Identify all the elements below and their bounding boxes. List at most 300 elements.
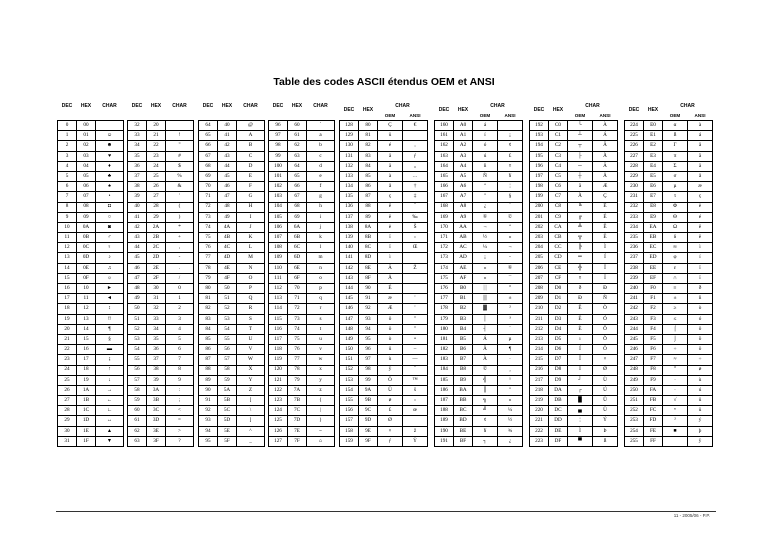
hex-cell: 6C bbox=[288, 243, 307, 253]
table-row bbox=[199, 273, 265, 283]
table-row bbox=[199, 202, 265, 212]
oem-char-cell: â bbox=[378, 151, 403, 161]
oem-char-cell: Ä bbox=[378, 263, 403, 273]
table-row bbox=[269, 314, 335, 324]
dec-cell: 95 bbox=[199, 436, 218, 446]
header-row bbox=[58, 101, 124, 112]
page-title: Table des codes ASCII étendus OEM et ANSI bbox=[273, 76, 495, 88]
hex-cell: 6E bbox=[288, 263, 307, 273]
oem-char-cell: Å bbox=[378, 273, 403, 283]
char-cell: ◙ bbox=[96, 222, 124, 232]
dec-cell: 32 bbox=[128, 121, 147, 131]
oem-char-cell: Ö bbox=[378, 375, 403, 385]
ansi-char-cell: î bbox=[688, 263, 713, 273]
dec-cell: 254 bbox=[625, 426, 644, 436]
dec-cell: 57 bbox=[128, 375, 147, 385]
hex-cell: 59 bbox=[218, 375, 237, 385]
dec-cell: 90 bbox=[199, 385, 218, 395]
oem-char-cell: ü bbox=[378, 131, 403, 141]
dec-cell: 103 bbox=[269, 192, 288, 202]
dec-cell: 177 bbox=[435, 294, 454, 304]
char-header: CHAR bbox=[585, 103, 600, 109]
table-row bbox=[530, 355, 618, 365]
ansi-char-cell: Þ bbox=[593, 426, 618, 436]
char-cell: ↓ bbox=[96, 375, 124, 385]
table-row bbox=[58, 202, 124, 212]
table-row bbox=[128, 416, 194, 426]
hex-cell: 1E bbox=[77, 426, 96, 436]
oem-char-cell: ì bbox=[378, 253, 403, 263]
char-cell: ↑ bbox=[96, 365, 124, 375]
oem-char-cell: ° bbox=[663, 365, 688, 375]
table-row bbox=[199, 304, 265, 314]
hex-cell: 7E bbox=[288, 426, 307, 436]
dec-cell: 63 bbox=[128, 436, 147, 446]
char-cell: ↔ bbox=[96, 416, 124, 426]
table-row bbox=[128, 121, 194, 131]
table-row bbox=[58, 131, 124, 141]
table-row bbox=[435, 233, 523, 243]
ansi-char-cell: Œ bbox=[403, 243, 428, 253]
ansi-char-cell: ' bbox=[403, 304, 428, 314]
hex-cell: A6 bbox=[454, 182, 473, 192]
char-cell: h bbox=[307, 202, 335, 212]
dec-cell: 172 bbox=[435, 243, 454, 253]
hex-header: HEX bbox=[80, 103, 92, 109]
table-row bbox=[435, 314, 523, 324]
ansi-char-cell: ¦ bbox=[498, 182, 523, 192]
char-cell: 3 bbox=[166, 314, 194, 324]
hex-header: HEX bbox=[362, 107, 374, 113]
ansi-char-cell: ´ bbox=[498, 324, 523, 334]
table-row bbox=[435, 202, 523, 212]
hex-cell: 0F bbox=[77, 273, 96, 283]
table-row bbox=[269, 121, 335, 131]
table-row bbox=[199, 294, 265, 304]
char-cell: . bbox=[166, 263, 194, 273]
hex-cell: 0C bbox=[77, 243, 96, 253]
ansi-char-cell: œ bbox=[403, 406, 428, 416]
hex-cell: 93 bbox=[359, 314, 378, 324]
table-row bbox=[340, 324, 428, 334]
table-row bbox=[625, 161, 713, 171]
hex-cell: 46 bbox=[218, 182, 237, 192]
hex-cell: 4D bbox=[218, 253, 237, 263]
oem-char-cell: Í bbox=[568, 345, 593, 355]
char-cell: L bbox=[237, 243, 265, 253]
hex-cell: 41 bbox=[218, 131, 237, 141]
oem-char-cell: ⁿ bbox=[663, 406, 688, 416]
table-row bbox=[58, 273, 124, 283]
ansi-char-cell: ó bbox=[688, 314, 713, 324]
dec-cell: 190 bbox=[435, 426, 454, 436]
ansi-char-cell: ñ bbox=[688, 294, 713, 304]
dec-cell: 111 bbox=[269, 273, 288, 283]
dec-cell: 152 bbox=[340, 365, 359, 375]
table-row bbox=[128, 385, 194, 395]
ansi-char-cell: ¡ bbox=[498, 131, 523, 141]
table-row bbox=[340, 304, 428, 314]
table-row bbox=[199, 345, 265, 355]
ansi-char-cell: † bbox=[403, 182, 428, 192]
ansi-char-cell: ‹ bbox=[403, 233, 428, 243]
table-row bbox=[58, 385, 124, 395]
hex-cell: 5E bbox=[218, 426, 237, 436]
hex-cell: FE bbox=[644, 426, 663, 436]
dec-cell: 68 bbox=[199, 161, 218, 171]
oem-char-cell: ≡ bbox=[663, 284, 688, 294]
char-cell: # bbox=[166, 151, 194, 161]
dec-cell: 170 bbox=[435, 222, 454, 232]
dec-cell: 166 bbox=[435, 182, 454, 192]
dec-cell: 99 bbox=[269, 151, 288, 161]
dec-cell: 162 bbox=[435, 141, 454, 151]
oem-char-cell: ▄ bbox=[568, 406, 593, 416]
dec-cell: 236 bbox=[625, 243, 644, 253]
dec-cell: 205 bbox=[530, 253, 549, 263]
dec-cell: 31 bbox=[58, 436, 77, 446]
char-cell: V bbox=[237, 345, 265, 355]
table-row bbox=[340, 171, 428, 181]
ansi-char-cell: « bbox=[498, 233, 523, 243]
table-row bbox=[435, 222, 523, 232]
hex-cell: 30 bbox=[147, 284, 166, 294]
hex-cell: 09 bbox=[77, 212, 96, 222]
table-row bbox=[530, 161, 618, 171]
ansi-char-cell: ú bbox=[688, 385, 713, 395]
table-row bbox=[435, 396, 523, 406]
table-row bbox=[269, 385, 335, 395]
dec-cell: 203 bbox=[530, 233, 549, 243]
char-cell: & bbox=[166, 182, 194, 192]
dec-cell: 187 bbox=[435, 396, 454, 406]
header-row bbox=[199, 101, 265, 112]
hex-cell: CE bbox=[549, 263, 568, 273]
header-spacer bbox=[58, 112, 124, 121]
ansi-char-cell: … bbox=[403, 171, 428, 181]
oem-char-cell: ┌ bbox=[568, 385, 593, 395]
char-cell: g bbox=[307, 192, 335, 202]
hex-cell: 48 bbox=[218, 202, 237, 212]
dec-cell: 76 bbox=[199, 243, 218, 253]
oem-char-cell: © bbox=[473, 365, 498, 375]
dec-cell: 228 bbox=[625, 161, 644, 171]
hex-cell: 4C bbox=[218, 243, 237, 253]
char-cell bbox=[166, 121, 194, 131]
dec-cell: 85 bbox=[199, 334, 218, 344]
table-row bbox=[58, 263, 124, 273]
hex-cell: 51 bbox=[218, 294, 237, 304]
oem-char-cell: Φ bbox=[663, 202, 688, 212]
table-row bbox=[199, 416, 265, 426]
header-spacer bbox=[269, 112, 335, 121]
hex-cell: 56 bbox=[218, 345, 237, 355]
table-row bbox=[340, 426, 428, 436]
oem-char-cell: Θ bbox=[663, 212, 688, 222]
table-row bbox=[199, 355, 265, 365]
dec-cell: 94 bbox=[199, 426, 218, 436]
ansi-char-cell: ð bbox=[688, 284, 713, 294]
ansi-char-cell: ª bbox=[498, 222, 523, 232]
oem-char-cell: ├ bbox=[568, 151, 593, 161]
table-row bbox=[269, 212, 335, 222]
dec-cell: 17 bbox=[58, 294, 77, 304]
char-cell: / bbox=[166, 273, 194, 283]
hex-header: HEX bbox=[291, 103, 303, 109]
table-row bbox=[269, 202, 335, 212]
table-row bbox=[530, 334, 618, 344]
table-row bbox=[530, 345, 618, 355]
oem-char-cell: ê bbox=[378, 202, 403, 212]
char-cell: , bbox=[166, 243, 194, 253]
dec-cell: 34 bbox=[128, 141, 147, 151]
table-row bbox=[128, 375, 194, 385]
footer-note: 11 - 2005/06 - P.P. bbox=[673, 513, 710, 518]
ansi-char-cell: Ÿ bbox=[403, 436, 428, 446]
dec-cell: 56 bbox=[128, 365, 147, 375]
dec-cell: 208 bbox=[530, 284, 549, 294]
oem-char-cell: δ bbox=[663, 233, 688, 243]
dec-cell: 242 bbox=[625, 304, 644, 314]
table-row bbox=[199, 385, 265, 395]
char-cell: k bbox=[307, 233, 335, 243]
dec-cell: 147 bbox=[340, 314, 359, 324]
char-cell: N bbox=[237, 263, 265, 273]
hex-cell: A9 bbox=[454, 212, 473, 222]
ansi-char-cell: ƒ bbox=[403, 151, 428, 161]
dec-cell: 55 bbox=[128, 355, 147, 365]
table-row bbox=[269, 243, 335, 253]
ansi-char-cell: ô bbox=[688, 324, 713, 334]
table-row bbox=[435, 182, 523, 192]
hex-cell: 64 bbox=[288, 161, 307, 171]
ansi-char-cell: ý bbox=[688, 416, 713, 426]
dec-cell: 175 bbox=[435, 273, 454, 283]
hex-cell: 2D bbox=[147, 253, 166, 263]
hex-cell: 1D bbox=[77, 416, 96, 426]
hex-cell: 9B bbox=[359, 396, 378, 406]
oem-char-cell: µ bbox=[663, 182, 688, 192]
dec-cell: 28 bbox=[58, 406, 77, 416]
table-row bbox=[340, 385, 428, 395]
dec-cell: 24 bbox=[58, 365, 77, 375]
dec-cell: 5 bbox=[58, 171, 77, 181]
table-row bbox=[625, 304, 713, 314]
hex-cell: D5 bbox=[549, 334, 568, 344]
oem-char-cell: Ì bbox=[568, 426, 593, 436]
table-row bbox=[530, 426, 618, 436]
dec-cell: 88 bbox=[199, 365, 218, 375]
ansi-char-cell: × bbox=[593, 355, 618, 365]
hex-cell: 26 bbox=[147, 182, 166, 192]
hex-cell: A5 bbox=[454, 171, 473, 181]
hex-cell: 34 bbox=[147, 324, 166, 334]
table-row bbox=[199, 222, 265, 232]
dec-cell: 115 bbox=[269, 314, 288, 324]
hex-cell: C3 bbox=[549, 151, 568, 161]
oem-char-cell: ⌡ bbox=[663, 334, 688, 344]
dec-cell: 217 bbox=[530, 375, 549, 385]
ansi-char-cell: ã bbox=[688, 151, 713, 161]
table-row bbox=[530, 365, 618, 375]
dec-cell: 105 bbox=[269, 212, 288, 222]
dec-cell: 158 bbox=[340, 426, 359, 436]
table-row bbox=[58, 334, 124, 344]
table-row bbox=[340, 345, 428, 355]
hex-cell: A4 bbox=[454, 161, 473, 171]
char-cell: e bbox=[307, 171, 335, 181]
oem-char-cell: ┴ bbox=[568, 131, 593, 141]
oem-char-cell: ú bbox=[473, 151, 498, 161]
dec-cell: 73 bbox=[199, 212, 218, 222]
hex-cell: 5D bbox=[218, 416, 237, 426]
dec-cell: 132 bbox=[340, 161, 359, 171]
table-row bbox=[625, 192, 713, 202]
dec-cell: 33 bbox=[128, 131, 147, 141]
char-cell: P bbox=[237, 284, 265, 294]
table-row bbox=[530, 212, 618, 222]
char-cell: ◘ bbox=[96, 202, 124, 212]
dec-cell: 8 bbox=[58, 202, 77, 212]
char-cell: ] bbox=[237, 416, 265, 426]
dec-cell: 207 bbox=[530, 273, 549, 283]
hex-cell: 4B bbox=[218, 233, 237, 243]
ansi-char-cell: á bbox=[688, 131, 713, 141]
table-row bbox=[269, 406, 335, 416]
ansi-char-cell bbox=[403, 416, 428, 426]
oem-char-cell: └ bbox=[568, 121, 593, 131]
dec-cell: 121 bbox=[269, 375, 288, 385]
dec-cell: 164 bbox=[435, 161, 454, 171]
hex-cell: 1C bbox=[77, 406, 96, 416]
hex-cell: 24 bbox=[147, 161, 166, 171]
dec-cell: 171 bbox=[435, 233, 454, 243]
dec-cell: 113 bbox=[269, 294, 288, 304]
table-row bbox=[58, 151, 124, 161]
ansi-char-cell: Û bbox=[593, 396, 618, 406]
hex-cell: 6F bbox=[288, 273, 307, 283]
hex-cell: BF bbox=[454, 436, 473, 446]
char-cell: ► bbox=[96, 284, 124, 294]
table-row bbox=[58, 212, 124, 222]
table-row bbox=[435, 406, 523, 416]
char-cell: ! bbox=[166, 131, 194, 141]
char-cell: ☻ bbox=[96, 141, 124, 151]
table-row bbox=[530, 375, 618, 385]
hex-cell: D2 bbox=[549, 304, 568, 314]
table-row bbox=[199, 233, 265, 243]
hex-cell: 42 bbox=[218, 141, 237, 151]
char-cell: ○ bbox=[96, 212, 124, 222]
table-row bbox=[58, 171, 124, 181]
hex-cell: F6 bbox=[644, 345, 663, 355]
ansi-char-cell bbox=[403, 284, 428, 294]
dec-cell: 238 bbox=[625, 263, 644, 273]
oem-char-cell: ∞ bbox=[663, 243, 688, 253]
hex-cell: D0 bbox=[549, 284, 568, 294]
table-row bbox=[269, 345, 335, 355]
hex-cell: 37 bbox=[147, 355, 166, 365]
oem-char-cell: ò bbox=[378, 334, 403, 344]
dec-cell: 12 bbox=[58, 243, 77, 253]
ansi-char-cell: § bbox=[498, 192, 523, 202]
hex-cell: 2A bbox=[147, 222, 166, 232]
table-row bbox=[58, 243, 124, 253]
oem-char-cell: é bbox=[378, 141, 403, 151]
oem-char-cell: ð bbox=[568, 284, 593, 294]
hex-cell: 5F bbox=[218, 436, 237, 446]
table-row bbox=[58, 314, 124, 324]
oem-char-cell: ═ bbox=[568, 253, 593, 263]
hex-cell: DE bbox=[549, 426, 568, 436]
char-cell: i bbox=[307, 212, 335, 222]
hex-cell: 0D bbox=[77, 253, 96, 263]
dec-cell: 110 bbox=[269, 263, 288, 273]
ansi-char-cell: ' bbox=[403, 294, 428, 304]
dec-cell: 4 bbox=[58, 161, 77, 171]
dec-header: DEC bbox=[131, 103, 143, 109]
oem-char-cell: ¦ bbox=[568, 416, 593, 426]
table-row bbox=[58, 365, 124, 375]
ansi-char-cell: Ú bbox=[593, 385, 618, 395]
oem-char-cell: π bbox=[663, 151, 688, 161]
dec-cell: 225 bbox=[625, 131, 644, 141]
hex-cell: B4 bbox=[454, 324, 473, 334]
char-cell: 1 bbox=[166, 294, 194, 304]
dec-cell: 150 bbox=[340, 345, 359, 355]
dec-cell: 37 bbox=[128, 171, 147, 181]
table-row bbox=[625, 212, 713, 222]
char-cell: c bbox=[307, 151, 335, 161]
ansi-char-cell: Å bbox=[593, 171, 618, 181]
ansi-char-cell: Ñ bbox=[593, 294, 618, 304]
oem-char-cell: å bbox=[378, 182, 403, 192]
char-cell: ☺ bbox=[96, 131, 124, 141]
hex-cell: A8 bbox=[454, 202, 473, 212]
dec-cell: 222 bbox=[530, 426, 549, 436]
ascii-block bbox=[434, 101, 523, 447]
dec-cell: 93 bbox=[199, 416, 218, 426]
dec-cell: 235 bbox=[625, 233, 644, 243]
hex-cell: 50 bbox=[218, 284, 237, 294]
table-row bbox=[435, 385, 523, 395]
table-row bbox=[530, 182, 618, 192]
table-row bbox=[340, 141, 428, 151]
char-cell: 8 bbox=[166, 365, 194, 375]
table-row bbox=[128, 141, 194, 151]
hex-cell: D4 bbox=[549, 324, 568, 334]
char-cell: F bbox=[237, 182, 265, 192]
dec-cell: 86 bbox=[199, 345, 218, 355]
ansi-char-cell: ¸ bbox=[498, 365, 523, 375]
hex-cell: E2 bbox=[644, 141, 663, 151]
dec-cell: 196 bbox=[530, 161, 549, 171]
hex-cell: 91 bbox=[359, 294, 378, 304]
oem-char-cell: ≈ bbox=[663, 355, 688, 365]
ansi-char-cell: ž bbox=[403, 426, 428, 436]
dec-cell: 135 bbox=[340, 192, 359, 202]
table-row bbox=[58, 222, 124, 232]
char-cell: > bbox=[166, 426, 194, 436]
hex-cell: B1 bbox=[454, 294, 473, 304]
table-row bbox=[625, 314, 713, 324]
hex-cell: A0 bbox=[454, 121, 473, 131]
table-row bbox=[340, 263, 428, 273]
hex-cell: 95 bbox=[359, 334, 378, 344]
ansi-char-cell: þ bbox=[688, 426, 713, 436]
hex-cell: 65 bbox=[288, 171, 307, 181]
hex-cell: 40 bbox=[218, 121, 237, 131]
